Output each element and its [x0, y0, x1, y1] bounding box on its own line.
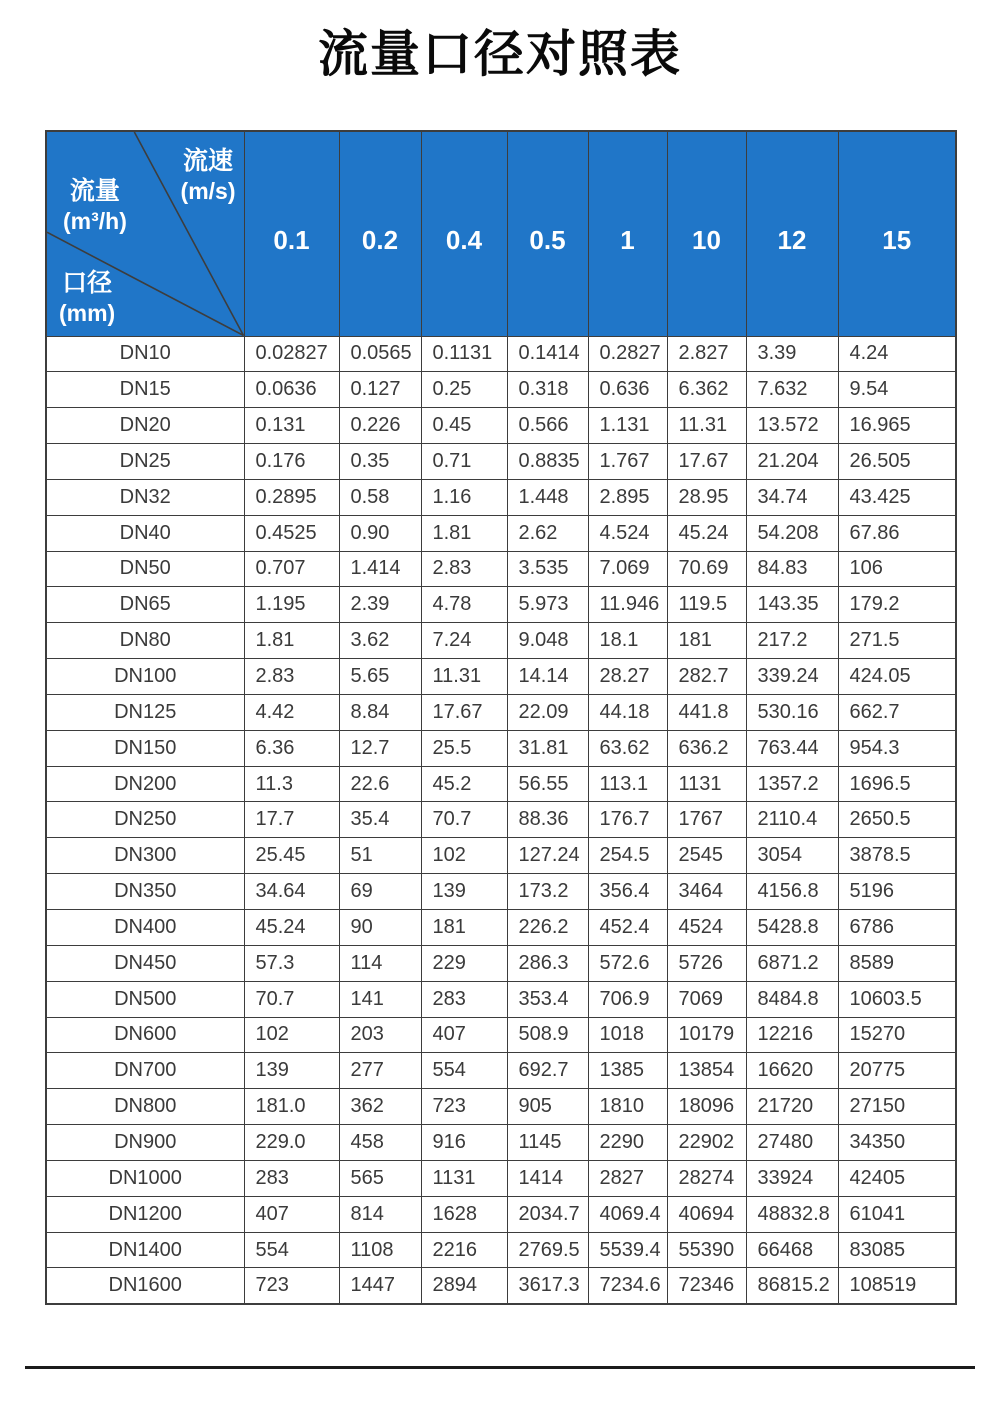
dn-cell: DN700 — [46, 1053, 244, 1089]
value-cell: 8589 — [838, 945, 956, 981]
value-cell: 70.7 — [244, 981, 339, 1017]
velocity-header-cell: 1 — [588, 131, 667, 336]
value-cell: 2.895 — [588, 479, 667, 515]
table-row — [46, 659, 956, 695]
value-cell: 353.4 — [507, 981, 588, 1017]
value-cell: 11.31 — [667, 408, 746, 444]
velocity-header-cell: 15 — [838, 131, 956, 336]
value-cell: 33924 — [746, 1160, 838, 1196]
value-cell: 40694 — [667, 1196, 746, 1232]
value-cell: 51 — [339, 838, 421, 874]
value-cell: 1.767 — [588, 444, 667, 480]
velocity-header-cell: 0.1 — [244, 131, 339, 336]
table-row — [46, 587, 956, 623]
dn-cell: DN150 — [46, 730, 244, 766]
value-cell: 0.35 — [339, 444, 421, 480]
value-cell: 88.36 — [507, 802, 588, 838]
value-cell: 25.5 — [421, 730, 507, 766]
value-cell: 14.14 — [507, 659, 588, 695]
value-cell: 441.8 — [667, 694, 746, 730]
value-cell: 0.131 — [244, 408, 339, 444]
value-cell: 35.4 — [339, 802, 421, 838]
value-cell: 7069 — [667, 981, 746, 1017]
value-cell: 6.36 — [244, 730, 339, 766]
value-cell: 356.4 — [588, 874, 667, 910]
value-cell: 286.3 — [507, 945, 588, 981]
value-cell: 2.83 — [421, 551, 507, 587]
value-cell: 0.127 — [339, 372, 421, 408]
dn-cell: DN40 — [46, 515, 244, 551]
value-cell: 283 — [244, 1160, 339, 1196]
value-cell: 723 — [244, 1268, 339, 1304]
table-row — [46, 515, 956, 551]
value-cell: 31.81 — [507, 730, 588, 766]
value-cell: 954.3 — [838, 730, 956, 766]
value-cell: 22.6 — [339, 766, 421, 802]
value-cell: 692.7 — [507, 1053, 588, 1089]
table-row — [46, 838, 956, 874]
value-cell: 72346 — [667, 1268, 746, 1304]
dn-cell: DN600 — [46, 1017, 244, 1053]
value-cell: 4.524 — [588, 515, 667, 551]
value-cell: 226.2 — [507, 910, 588, 946]
value-cell: 407 — [244, 1196, 339, 1232]
flow-rate-diameter-table — [45, 130, 957, 1305]
value-cell: 10179 — [667, 1017, 746, 1053]
table-row — [46, 444, 956, 480]
value-cell: 905 — [507, 1089, 588, 1125]
corner-label-flow — [63, 176, 127, 235]
value-cell: 28.27 — [588, 659, 667, 695]
table-row — [46, 730, 956, 766]
value-cell: 13.572 — [746, 408, 838, 444]
value-cell: 18096 — [667, 1089, 746, 1125]
value-cell: 113.1 — [588, 766, 667, 802]
page-title: 流量口径对照表 — [318, 26, 682, 82]
velocity-header-cell: 12 — [746, 131, 838, 336]
dn-cell: DN800 — [46, 1089, 244, 1125]
value-cell: 28274 — [667, 1160, 746, 1196]
value-cell: 106 — [838, 551, 956, 587]
table-row — [46, 1268, 956, 1304]
dn-cell: DN50 — [46, 551, 244, 587]
value-cell: 13854 — [667, 1053, 746, 1089]
value-cell: 2827 — [588, 1160, 667, 1196]
value-cell: 67.86 — [838, 515, 956, 551]
dn-cell: DN1200 — [46, 1196, 244, 1232]
value-cell: 4.78 — [421, 587, 507, 623]
velocity-header-cell: 0.2 — [339, 131, 421, 336]
value-cell: 3054 — [746, 838, 838, 874]
value-cell: 0.90 — [339, 515, 421, 551]
table-row — [46, 981, 956, 1017]
dn-cell: DN900 — [46, 1125, 244, 1161]
value-cell: 5428.8 — [746, 910, 838, 946]
diameter-label: 口径 — [62, 269, 113, 297]
value-cell: 217.2 — [746, 623, 838, 659]
value-cell: 34.74 — [746, 479, 838, 515]
value-cell: 1.81 — [244, 623, 339, 659]
value-cell: 662.7 — [838, 694, 956, 730]
value-cell: 1108 — [339, 1232, 421, 1268]
table-row — [46, 1160, 956, 1196]
value-cell: 108519 — [838, 1268, 956, 1304]
value-cell: 3.62 — [339, 623, 421, 659]
value-cell: 1696.5 — [838, 766, 956, 802]
value-cell: 45.2 — [421, 766, 507, 802]
value-cell: 0.4525 — [244, 515, 339, 551]
value-cell: 15270 — [838, 1017, 956, 1053]
value-cell: 9.048 — [507, 623, 588, 659]
value-cell: 2.827 — [667, 336, 746, 372]
value-cell: 43.425 — [838, 479, 956, 515]
value-cell: 25.45 — [244, 838, 339, 874]
value-cell: 17.67 — [421, 694, 507, 730]
value-cell: 565 — [339, 1160, 421, 1196]
table-row — [46, 623, 956, 659]
value-cell: 572.6 — [588, 945, 667, 981]
value-cell: 1131 — [667, 766, 746, 802]
value-cell: 424.05 — [838, 659, 956, 695]
value-cell: 407 — [421, 1017, 507, 1053]
value-cell: 139 — [244, 1053, 339, 1089]
dn-cell: DN1000 — [46, 1160, 244, 1196]
table-row — [46, 910, 956, 946]
value-cell: 2.83 — [244, 659, 339, 695]
value-cell: 3464 — [667, 874, 746, 910]
corner-cell — [46, 131, 244, 336]
value-cell: 44.18 — [588, 694, 667, 730]
value-cell: 22.09 — [507, 694, 588, 730]
value-cell: 203 — [339, 1017, 421, 1053]
value-cell: 16.965 — [838, 408, 956, 444]
value-cell: 362 — [339, 1089, 421, 1125]
value-cell: 530.16 — [746, 694, 838, 730]
value-cell: 2769.5 — [507, 1232, 588, 1268]
value-cell: 554 — [421, 1053, 507, 1089]
table-row — [46, 874, 956, 910]
corner-label-diameter — [59, 268, 115, 327]
value-cell: 1.195 — [244, 587, 339, 623]
value-cell: 271.5 — [838, 623, 956, 659]
value-cell: 2650.5 — [838, 802, 956, 838]
value-cell: 0.1414 — [507, 336, 588, 372]
value-cell: 283 — [421, 981, 507, 1017]
value-cell: 1767 — [667, 802, 746, 838]
value-cell: 1810 — [588, 1089, 667, 1125]
value-cell: 1357.2 — [746, 766, 838, 802]
dn-cell: DN400 — [46, 910, 244, 946]
value-cell: 1414 — [507, 1160, 588, 1196]
value-cell: 5726 — [667, 945, 746, 981]
value-cell: 1447 — [339, 1268, 421, 1304]
dn-cell: DN500 — [46, 981, 244, 1017]
value-cell: 3617.3 — [507, 1268, 588, 1304]
dn-cell: DN10 — [46, 336, 244, 372]
table-row — [46, 1017, 956, 1053]
table-row — [46, 1196, 956, 1232]
value-cell: 34.64 — [244, 874, 339, 910]
value-cell: 119.5 — [667, 587, 746, 623]
table-row — [46, 372, 956, 408]
value-cell: 282.7 — [667, 659, 746, 695]
value-cell: 102 — [421, 838, 507, 874]
value-cell: 0.226 — [339, 408, 421, 444]
value-cell: 763.44 — [746, 730, 838, 766]
value-cell: 61041 — [838, 1196, 956, 1232]
value-cell: 7.069 — [588, 551, 667, 587]
value-cell: 11.31 — [421, 659, 507, 695]
value-cell: 1.414 — [339, 551, 421, 587]
value-cell: 0.707 — [244, 551, 339, 587]
value-cell: 12216 — [746, 1017, 838, 1053]
table-row — [46, 1125, 956, 1161]
value-cell: 0.2827 — [588, 336, 667, 372]
value-cell: 5.65 — [339, 659, 421, 695]
value-cell: 2216 — [421, 1232, 507, 1268]
value-cell: 12.7 — [339, 730, 421, 766]
value-cell: 458 — [339, 1125, 421, 1161]
value-cell: 28.95 — [667, 479, 746, 515]
value-cell: 9.54 — [838, 372, 956, 408]
value-cell: 176.7 — [588, 802, 667, 838]
value-cell: 21720 — [746, 1089, 838, 1125]
value-cell: 83085 — [838, 1232, 956, 1268]
value-cell: 0.25 — [421, 372, 507, 408]
value-cell: 102 — [244, 1017, 339, 1053]
dn-cell: DN300 — [46, 838, 244, 874]
table-row — [46, 945, 956, 981]
table-row — [46, 766, 956, 802]
value-cell: 63.62 — [588, 730, 667, 766]
value-cell: 45.24 — [244, 910, 339, 946]
value-cell: 55390 — [667, 1232, 746, 1268]
corner-label-velocity — [181, 146, 236, 205]
value-cell: 554 — [244, 1232, 339, 1268]
value-cell: 7234.6 — [588, 1268, 667, 1304]
dn-cell: DN25 — [46, 444, 244, 480]
value-cell: 6.362 — [667, 372, 746, 408]
value-cell: 1131 — [421, 1160, 507, 1196]
value-cell: 143.35 — [746, 587, 838, 623]
dn-cell: DN450 — [46, 945, 244, 981]
value-cell: 4524 — [667, 910, 746, 946]
value-cell: 16620 — [746, 1053, 838, 1089]
value-cell: 48832.8 — [746, 1196, 838, 1232]
value-cell: 916 — [421, 1125, 507, 1161]
value-cell: 254.5 — [588, 838, 667, 874]
value-cell: 27150 — [838, 1089, 956, 1125]
dn-cell: DN1600 — [46, 1268, 244, 1304]
value-cell: 54.208 — [746, 515, 838, 551]
value-cell: 0.176 — [244, 444, 339, 480]
value-cell: 339.24 — [746, 659, 838, 695]
dn-cell: DN1400 — [46, 1232, 244, 1268]
value-cell: 452.4 — [588, 910, 667, 946]
value-cell: 181 — [667, 623, 746, 659]
value-cell: 70.7 — [421, 802, 507, 838]
value-cell: 181.0 — [244, 1089, 339, 1125]
value-cell: 3878.5 — [838, 838, 956, 874]
value-cell: 1.131 — [588, 408, 667, 444]
value-cell: 723 — [421, 1089, 507, 1125]
value-cell: 3.535 — [507, 551, 588, 587]
dn-cell: DN80 — [46, 623, 244, 659]
value-cell: 229.0 — [244, 1125, 339, 1161]
value-cell: 22902 — [667, 1125, 746, 1161]
value-cell: 26.505 — [838, 444, 956, 480]
value-cell: 5539.4 — [588, 1232, 667, 1268]
value-cell: 0.566 — [507, 408, 588, 444]
value-cell: 0.636 — [588, 372, 667, 408]
value-cell: 2290 — [588, 1125, 667, 1161]
dn-cell: DN350 — [46, 874, 244, 910]
table-row — [46, 1232, 956, 1268]
value-cell: 70.69 — [667, 551, 746, 587]
value-cell: 229 — [421, 945, 507, 981]
dn-cell: DN125 — [46, 694, 244, 730]
value-cell: 42405 — [838, 1160, 956, 1196]
value-cell: 277 — [339, 1053, 421, 1089]
value-cell: 7.632 — [746, 372, 838, 408]
value-cell: 0.71 — [421, 444, 507, 480]
value-cell: 10603.5 — [838, 981, 956, 1017]
value-cell: 86815.2 — [746, 1268, 838, 1304]
value-cell: 179.2 — [838, 587, 956, 623]
value-cell: 814 — [339, 1196, 421, 1232]
value-cell: 8.84 — [339, 694, 421, 730]
value-cell: 27480 — [746, 1125, 838, 1161]
value-cell: 45.24 — [667, 515, 746, 551]
value-cell: 508.9 — [507, 1017, 588, 1053]
value-cell: 20775 — [838, 1053, 956, 1089]
value-cell: 7.24 — [421, 623, 507, 659]
table-row — [46, 694, 956, 730]
value-cell: 1.81 — [421, 515, 507, 551]
value-cell: 141 — [339, 981, 421, 1017]
value-cell: 84.83 — [746, 551, 838, 587]
bottom-divider — [25, 1366, 975, 1369]
value-cell: 11.3 — [244, 766, 339, 802]
value-cell: 18.1 — [588, 623, 667, 659]
value-cell: 0.1131 — [421, 336, 507, 372]
table-row — [46, 479, 956, 515]
value-cell: 17.7 — [244, 802, 339, 838]
value-cell: 2.39 — [339, 587, 421, 623]
dn-cell: DN200 — [46, 766, 244, 802]
velocity-header-cell: 10 — [667, 131, 746, 336]
value-cell: 0.45 — [421, 408, 507, 444]
value-cell: 66468 — [746, 1232, 838, 1268]
value-cell: 4.24 — [838, 336, 956, 372]
value-cell: 114 — [339, 945, 421, 981]
value-cell: 2545 — [667, 838, 746, 874]
value-cell: 5.973 — [507, 587, 588, 623]
value-cell: 636.2 — [667, 730, 746, 766]
table-row — [46, 802, 956, 838]
table-row — [46, 1053, 956, 1089]
value-cell: 5196 — [838, 874, 956, 910]
dn-cell: DN20 — [46, 408, 244, 444]
value-cell: 17.67 — [667, 444, 746, 480]
dn-cell: DN65 — [46, 587, 244, 623]
value-cell: 0.8835 — [507, 444, 588, 480]
flow-label: 流量 — [69, 177, 120, 205]
value-cell: 127.24 — [507, 838, 588, 874]
value-cell: 0.2895 — [244, 479, 339, 515]
value-cell: 2894 — [421, 1268, 507, 1304]
dn-cell: DN32 — [46, 479, 244, 515]
value-cell: 69 — [339, 874, 421, 910]
value-cell: 56.55 — [507, 766, 588, 802]
velocity-header-cell: 0.4 — [421, 131, 507, 336]
value-cell: 3.39 — [746, 336, 838, 372]
value-cell: 4069.4 — [588, 1196, 667, 1232]
dn-cell: DN250 — [46, 802, 244, 838]
velocity-unit: (m/s) — [180, 177, 236, 204]
value-cell: 6871.2 — [746, 945, 838, 981]
value-cell: 173.2 — [507, 874, 588, 910]
velocity-header-cell: 0.5 — [507, 131, 588, 336]
value-cell: 1145 — [507, 1125, 588, 1161]
value-cell: 0.0565 — [339, 336, 421, 372]
table-header-row — [46, 131, 956, 336]
velocity-label: 流速 — [183, 147, 234, 175]
value-cell: 8484.8 — [746, 981, 838, 1017]
value-cell: 34350 — [838, 1125, 956, 1161]
table-row — [46, 336, 956, 372]
value-cell: 57.3 — [244, 945, 339, 981]
table-row — [46, 551, 956, 587]
value-cell: 0.02827 — [244, 336, 339, 372]
value-cell: 4.42 — [244, 694, 339, 730]
value-cell: 21.204 — [746, 444, 838, 480]
flow-unit: (m³/h) — [63, 207, 127, 234]
value-cell: 1628 — [421, 1196, 507, 1232]
value-cell: 139 — [421, 874, 507, 910]
value-cell: 2.62 — [507, 515, 588, 551]
value-cell: 181 — [421, 910, 507, 946]
value-cell: 1385 — [588, 1053, 667, 1089]
value-cell: 6786 — [838, 910, 956, 946]
dn-cell: DN15 — [46, 372, 244, 408]
value-cell: 0.58 — [339, 479, 421, 515]
value-cell: 2034.7 — [507, 1196, 588, 1232]
value-cell: 4156.8 — [746, 874, 838, 910]
value-cell: 11.946 — [588, 587, 667, 623]
value-cell: 1.448 — [507, 479, 588, 515]
value-cell: 0.0636 — [244, 372, 339, 408]
value-cell: 0.318 — [507, 372, 588, 408]
value-cell: 2110.4 — [746, 802, 838, 838]
value-cell: 1018 — [588, 1017, 667, 1053]
value-cell: 90 — [339, 910, 421, 946]
diameter-unit: (mm) — [59, 299, 116, 326]
table-row — [46, 408, 956, 444]
value-cell: 706.9 — [588, 981, 667, 1017]
value-cell: 1.16 — [421, 479, 507, 515]
table-row — [46, 1089, 956, 1125]
dn-cell: DN100 — [46, 659, 244, 695]
